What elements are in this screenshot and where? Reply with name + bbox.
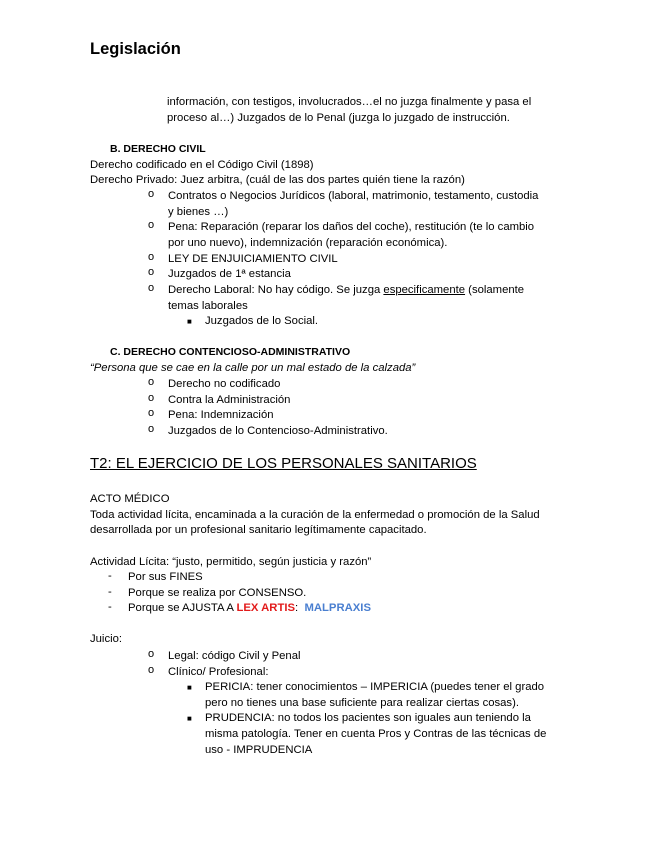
square-bullet-icon: ■ <box>187 714 192 723</box>
dash-bullet-icon: - <box>108 570 112 582</box>
dash-item-2: Porque se realiza por CONSENSO. <box>128 587 307 599</box>
acto-line-2: desarrollada por un profesional sanitario legítimamente capacitado. <box>90 524 427 536</box>
civil-paragraph-1: Derecho codificado en el Código Civil (1898) <box>90 159 314 171</box>
acto-line-1: Toda actividad lícita, encaminada a la curación de la enfermedad o promoción de la Salud <box>90 509 540 521</box>
dash-item-3-text: Porque se AJUSTA A <box>128 602 237 614</box>
circle-bullet-icon: o <box>148 423 155 435</box>
circle-bullet-icon: o <box>148 664 155 676</box>
circle-bullet-icon: o <box>148 282 155 294</box>
contencioso-bullet-4: Juzgados de lo Contencioso-Administrativo. <box>168 425 388 437</box>
prudencia-line-1: PRUDENCIA: no todos los pacientes son iguales aun teniendo la <box>205 712 531 724</box>
civil-bullet-5 <box>168 283 524 297</box>
civil-bullet-5-cont: temas laborales <box>168 300 248 312</box>
dash-item-3 <box>128 601 371 615</box>
circle-bullet-icon: o <box>148 648 155 660</box>
square-bullet-icon: ■ <box>187 683 192 692</box>
dash-bullet-icon: - <box>108 586 112 598</box>
contencioso-bullet-3: Pena: Indemnización <box>168 409 274 421</box>
civil-heading: B. DERECHO CIVIL <box>110 143 206 155</box>
acto-medico-heading: ACTO MÉDICO <box>90 493 170 505</box>
prudencia-line-3: uso - IMPRUDENCIA <box>205 744 313 756</box>
underlined-word: especificamente <box>383 284 466 296</box>
circle-bullet-icon: o <box>148 407 155 419</box>
pericia-line-1: PERICIA: tener conocimientos – IMPERICIA (puedes tener el grado <box>205 681 545 693</box>
contencioso-bullet-1: Derecho no codificado <box>168 378 281 390</box>
contencioso-bullet-2: Contra la Administración <box>168 394 291 406</box>
pericia-line-2: pero no tienes una base suficiente para realizar ciertas cosas). <box>205 697 519 709</box>
circle-bullet-icon: o <box>148 266 155 278</box>
colon: : <box>295 602 299 614</box>
intro-line-2: proceso al…) Juzgados de lo Penal (juzga lo juzgado de instrucción. <box>167 112 510 124</box>
circle-bullet-icon: o <box>148 219 155 231</box>
dash-item-1: Por sus FINES <box>128 571 203 583</box>
circle-bullet-icon: o <box>148 251 155 263</box>
section-title-t2: T2: EL EJERCICIO DE LOS PERSONALES SANITARIOS <box>90 455 477 472</box>
page-title: Legislación <box>90 40 181 58</box>
civil-bullet-3: LEY DE ENJUICIAMIENTO CIVIL <box>168 253 338 265</box>
lex-artis-label: LEX ARTIS <box>236 602 296 614</box>
square-bullet-icon: ■ <box>187 317 192 326</box>
circle-bullet-icon: o <box>148 188 155 200</box>
civil-bullet-5-tail: (solamente <box>465 284 525 296</box>
juicio-item-2: Clínico/ Profesional: <box>168 666 269 678</box>
civil-bullet-4: Juzgados de 1ª estancia <box>168 268 291 280</box>
malpraxis-label: MALPRAXIS <box>304 602 371 614</box>
civil-bullet-2: Pena: Reparación (reparar los daños del coche), restitución (te lo cambio <box>168 221 535 233</box>
circle-bullet-icon: o <box>148 392 155 404</box>
civil-bullet-2-cont: por uno nuevo), indemnización (reparación económica). <box>168 237 448 249</box>
civil-paragraph-2: Derecho Privado: Juez arbitra, (cuál de las dos partes quién tiene la razón) <box>90 174 465 186</box>
civil-bullet-1: Contratos o Negocios Jurídicos (laboral, matrimonio, testamento, custodia <box>168 190 539 202</box>
civil-sub-bullet: Juzgados de lo Social. <box>205 315 319 327</box>
contencioso-heading: C. DERECHO CONTENCIOSO-ADMINISTRATIVO <box>110 346 351 358</box>
prudencia-line-2: misma patología. Tener en cuenta Pros y Contras de las técnicas de <box>205 728 547 740</box>
juicio-heading: Juicio: <box>90 633 123 645</box>
juicio-item-1: Legal: código Civil y Penal <box>168 650 301 662</box>
circle-bullet-icon: o <box>148 376 155 388</box>
contencioso-quote: “Persona que se cae en la calle por un mal estado de la calzada” <box>90 362 416 374</box>
intro-line-1: información, con testigos, involucrados…el no juzga finalmente y pasa el <box>167 96 532 108</box>
civil-bullet-5-text: Derecho Laboral: No hay código. Se juzga <box>168 284 384 296</box>
actividad-licita: Actividad Lícita: “justo, permitido, según justicia y razón” <box>90 556 372 568</box>
civil-bullet-1-cont: y bienes …) <box>168 206 229 218</box>
dash-bullet-icon: - <box>108 601 112 613</box>
